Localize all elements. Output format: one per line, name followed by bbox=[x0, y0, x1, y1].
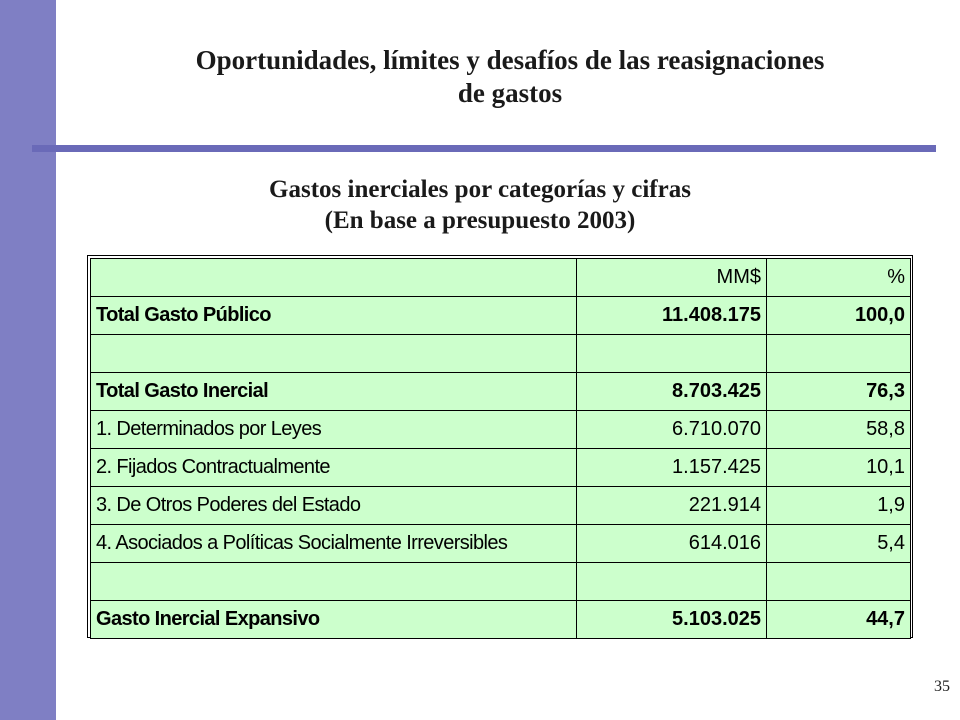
row-mm-cell: 221.914 bbox=[577, 487, 767, 525]
row-mm-cell bbox=[577, 335, 767, 373]
table-row bbox=[91, 411, 911, 449]
slide-title-line1: Oportunidades, límites y desafíos de las reasignaciones bbox=[195, 45, 825, 75]
table-header-row bbox=[91, 259, 911, 297]
table-row bbox=[91, 525, 911, 563]
row-pct-cell: 58,8 bbox=[767, 411, 911, 449]
table-row bbox=[91, 601, 911, 639]
row-mm-cell: 614.016 bbox=[577, 525, 767, 563]
row-label-cell bbox=[91, 563, 577, 601]
slide-title bbox=[100, 44, 920, 110]
row-pct-cell: 5,4 bbox=[767, 525, 911, 563]
row-mm-cell: 1.157.425 bbox=[577, 449, 767, 487]
table-row bbox=[91, 449, 911, 487]
slide-title-line2: de gastos bbox=[457, 78, 563, 108]
row-pct-cell: 44,7 bbox=[767, 601, 911, 639]
row-label-cell: 3. De Otros Poderes del Estado bbox=[91, 487, 577, 525]
row-label-cell: Total Gasto Inercial bbox=[91, 373, 577, 411]
row-pct-cell: 1,9 bbox=[767, 487, 911, 525]
table-row bbox=[91, 373, 911, 411]
row-label-cell: Total Gasto Público bbox=[91, 297, 577, 335]
page-number: 35 bbox=[934, 678, 950, 695]
header-pct-cell: % bbox=[767, 259, 911, 297]
title-divider bbox=[32, 145, 936, 152]
table-subtitle-line1: Gastos inerciales por categorías y cifras bbox=[269, 176, 691, 203]
row-mm-cell: 11.408.175 bbox=[577, 297, 767, 335]
table-subtitle bbox=[150, 174, 810, 236]
table-row bbox=[91, 563, 911, 601]
row-mm-cell: 8.703.425 bbox=[577, 373, 767, 411]
inertial-spending-table bbox=[90, 258, 911, 639]
row-label-cell bbox=[91, 335, 577, 373]
table-row bbox=[91, 297, 911, 335]
header-label-cell bbox=[91, 259, 577, 297]
row-label-cell: 2. Fijados Contractualmente bbox=[91, 449, 577, 487]
row-mm-cell: 5.103.025 bbox=[577, 601, 767, 639]
table-row bbox=[91, 335, 911, 373]
header-mm-cell: MM$ bbox=[577, 259, 767, 297]
left-accent-bar bbox=[0, 0, 56, 720]
table-subtitle-line2: (En base a presupuesto 2003) bbox=[324, 207, 636, 234]
row-pct-cell bbox=[767, 563, 911, 601]
row-pct-cell: 100,0 bbox=[767, 297, 911, 335]
row-label-cell: 4. Asociados a Políticas Socialmente Irreversibles bbox=[91, 525, 577, 563]
row-mm-cell bbox=[577, 563, 767, 601]
row-mm-cell: 6.710.070 bbox=[577, 411, 767, 449]
row-pct-cell: 76,3 bbox=[767, 373, 911, 411]
table-row bbox=[91, 487, 911, 525]
row-pct-cell: 10,1 bbox=[767, 449, 911, 487]
row-label-cell: 1. Determinados por Leyes bbox=[91, 411, 577, 449]
row-label-cell: Gasto Inercial Expansivo bbox=[91, 601, 577, 639]
row-pct-cell bbox=[767, 335, 911, 373]
